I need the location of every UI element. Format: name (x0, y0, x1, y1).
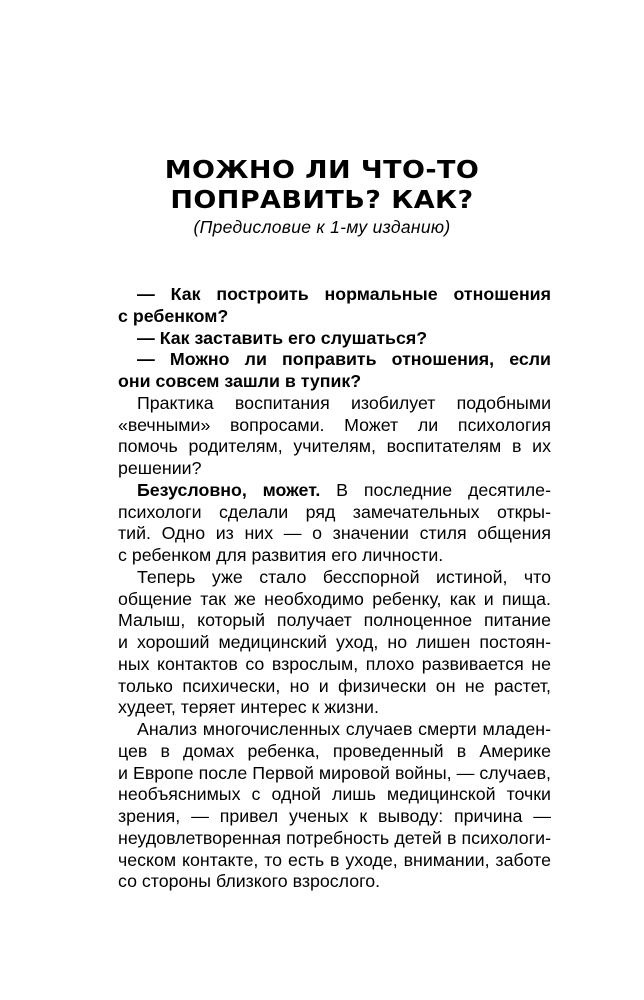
paragraph-4-line: Анализ многочисленных случаев смерти младен- (137, 719, 551, 739)
paragraph-4-line: ческом контакте, то есть в уходе, внимании, заботе (118, 849, 551, 870)
paragraph-1-line: решении? (118, 458, 202, 478)
chapter-subtitle: (Предисловие к 1-му изданию) (193, 217, 451, 237)
paragraph-3-line: Теперь уже стало бесспорной истиной, что (137, 566, 551, 587)
paragraph-2-line-1 (118, 480, 551, 502)
paragraph-3-line: Малыш, который получает полноценное питание (118, 610, 551, 631)
paragraph-1-line: «вечными» вопросами. Может ли психология (118, 414, 551, 435)
paragraph-3-line: общение так же необходимо ребенку, как и пища. (118, 588, 551, 609)
question-2: — Как заставить его слушаться? (137, 327, 428, 348)
question-3-line-2: они совсем зашли в тупик? (118, 371, 362, 391)
body-text (118, 284, 551, 893)
paragraph-3-line: и хороший медицинский уход, но лишен постоян- (118, 632, 551, 652)
paragraph-4-line: неудовлетворенная потребность детей в психологи- (118, 827, 551, 848)
paragraph-2-line: тий. Одно из них — о значении стиля общения (118, 523, 551, 544)
question-1-line-1: — Как построить нормальные отношения (137, 284, 551, 304)
paragraph-1-line: Практика воспитания изобилует подобными (137, 392, 551, 413)
paragraph-2-line: психологи сделали ряд замечательных откры- (118, 501, 551, 522)
question-3-line-1: — Можно ли поправить отношения, если (137, 349, 551, 370)
paragraph-4-line: и Европе после Первой мировой войны, — случаев, (118, 762, 551, 783)
paragraph-2-lead-rest: В последние десятиле- (320, 479, 551, 500)
paragraph-4-line: со стороны близкого взрослого. (118, 871, 381, 892)
paragraph-4-line: цев в домах ребенка, проведенный в Америке (118, 740, 551, 761)
question-1-line-2: с ребенком? (118, 305, 229, 326)
paragraph-1-line: помочь родителям, учителям, воспитателям в их (118, 436, 551, 457)
chapter-title-line-2: ПОПРАВИТЬ? КАК? (170, 185, 474, 214)
paragraph-3-line: ных контактов со взрослым, плохо развивается не (118, 653, 551, 674)
paragraph-4-line: зрения, — привел ученых к выводу: причина — (118, 806, 551, 826)
chapter-heading (0, 155, 644, 238)
chapter-title-line-1: МОЖНО ЛИ ЧТО-ТО (164, 155, 480, 184)
paragraph-2-lead: Безусловно, может. (137, 479, 321, 500)
paragraph-2-line: с ребенком для развития его личности. (118, 545, 444, 565)
paragraph-4-line: необъяснимых с одной лишь медицинской точки (118, 784, 551, 805)
paragraph-3-line: только психически, но и физически он не растет, (118, 675, 551, 696)
paragraph-3-line: худеет, теряет интерес к жизни. (118, 697, 379, 718)
